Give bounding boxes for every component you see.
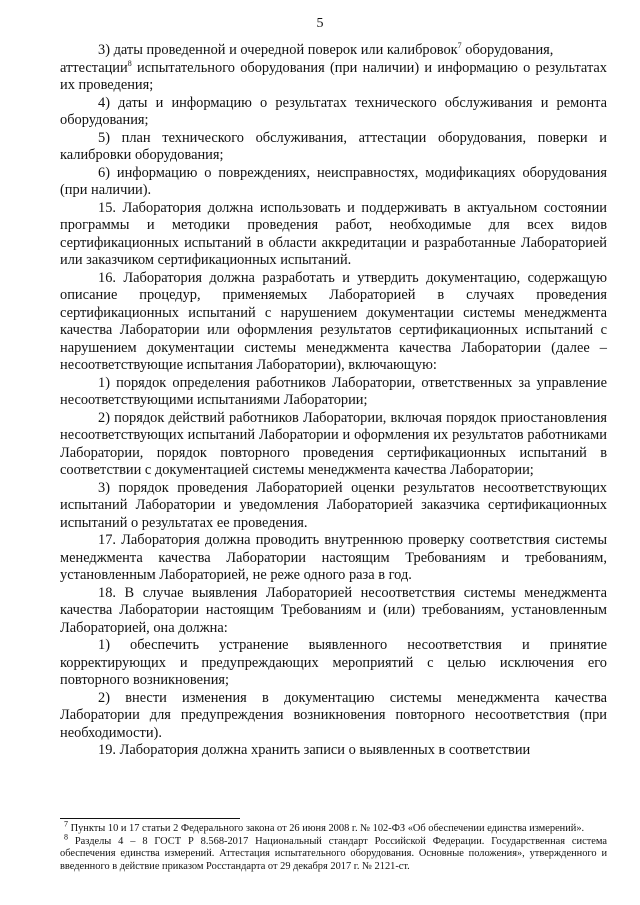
paragraph-text: 3) даты проведенной и очередной поверок или калибровок xyxy=(98,42,458,58)
paragraph-text: 3) порядок проведения Лабораторией оценки результатов несоответствующих испытаний Лаборатории и уведомления Лабораторией заказчика сертификационных испытаний о результатах ее проведения. xyxy=(60,479,607,531)
paragraph-text: 4) даты и информацию о результатах технического обслуживания и ремонта оборудования; xyxy=(60,94,607,128)
paragraph xyxy=(60,637,607,690)
paragraph-text: 15. Лаборатория должна использовать и поддерживать в актуальном состоянии программы и методики проведения работ, необходимые для всех видов сертификационных испытаний в области аккредитации и разработанные Лабораторией или заказчиком сертификационных испытаний. xyxy=(60,199,607,268)
paragraph xyxy=(60,742,607,760)
paragraph xyxy=(60,532,607,585)
paragraph xyxy=(60,410,607,480)
footnote-reference: 7 xyxy=(457,41,462,51)
footnote-text: Пункты 10 и 17 статьи 2 Федерального закона от 26 июня 2008 г. № 102-ФЗ «Об обеспечении единства измерений». xyxy=(68,823,585,834)
paragraph-text: испытательного оборудования (при наличии) и информацию о результатах их проведения; xyxy=(60,59,607,93)
paragraph xyxy=(60,480,607,533)
paragraph-text: 17. Лаборатория должна проводить внутреннюю проверку соответствия системы менеджмента качества Лаборатории настоящим Требованиям и требованиям, установленным Лабораторией, не реже одного раза в год. xyxy=(60,532,607,583)
paragraph-text: 16. Лаборатория должна разработать и утвердить документацию, содержащую описание процедур, применяемых Лабораторией в случаях проведения сертификационных испытаний с нарушением документации системы менеджмента качества Лаборатории или оформления результатов сертификационных испытаний с нарушением документации системы менеджмента качества Лаборатории (далее – несоответствующие испытания Лаборатории), включающую: xyxy=(60,269,607,373)
paragraph-text: 6) информацию о повреждениях, неисправностях, модификациях оборудования (при наличии). xyxy=(60,164,607,198)
paragraph-text: 2) порядок действий работников Лаборатории, включая порядок приостановления несоответствующих испытаний Лаборатории и оформления их результатов работниками Лаборатории, порядок повторного проведения сертификационных испытаний в соответствии с документацией системы менеджмента качества Лаборатории; xyxy=(60,409,607,478)
paragraph xyxy=(60,200,607,270)
paragraph-text: 1) обеспечить устранение выявленного несоответствия и принятие корректирующих и предупреждающих мероприятий с целью исключения его повторного возникновения; xyxy=(60,637,607,688)
paragraph xyxy=(60,60,607,95)
footnote-mark: 8 xyxy=(64,832,68,842)
document-body xyxy=(60,42,607,760)
footnote-mark: 7 xyxy=(64,819,68,829)
footnote xyxy=(60,819,607,836)
footnote-text: Разделы 4 – 8 ГОСТ Р 8.568-2017 Национальный стандарт Российской Федерации. Государственная система обеспечения единства измерений. Аттестация испытательного оборудования. Основные положения», утвержденного и введенного в действие приказом Росстандарта от 29 декабря 2017 г. № 2121-ст. xyxy=(60,835,607,872)
paragraph xyxy=(60,585,607,638)
paragraph xyxy=(60,95,607,130)
footnotes xyxy=(60,819,607,873)
footnote xyxy=(60,832,607,874)
footnote-separator xyxy=(60,818,240,819)
footnote-reference: 8 xyxy=(127,58,132,68)
paragraph-text: 19. Лаборатория должна хранить записи о выявленных в соответствии xyxy=(98,742,531,758)
paragraph xyxy=(60,165,607,200)
paragraph-text: 18. В случае выявления Лабораторией несоответствия системы менеджмента качества Лаборатории настоящим Требованиям и (или) требованиям, установленным Лабораторией, она должна: xyxy=(60,584,607,636)
paragraph-text: оборудования, xyxy=(461,42,554,58)
paragraph xyxy=(60,375,607,410)
paragraph xyxy=(60,42,607,60)
paragraph xyxy=(60,270,607,375)
paragraph-text: 5) план технического обслуживания, аттестации оборудования, поверки и калибровки оборудования; xyxy=(60,129,607,163)
paragraph-text: 2) внести изменения в документацию системы менеджмента качества Лаборатории для предупреждения возникновения повторного несоответствия (при необходимости). xyxy=(60,689,607,741)
page-number: 5 xyxy=(316,16,324,31)
paragraph xyxy=(60,690,607,743)
paragraph-text: аттестации xyxy=(60,59,128,76)
paragraph xyxy=(60,130,607,165)
paragraph-text: 1) порядок определения работников Лаборатории, ответственных за управление несоответствующими испытаниями Лаборатории; xyxy=(60,374,607,408)
